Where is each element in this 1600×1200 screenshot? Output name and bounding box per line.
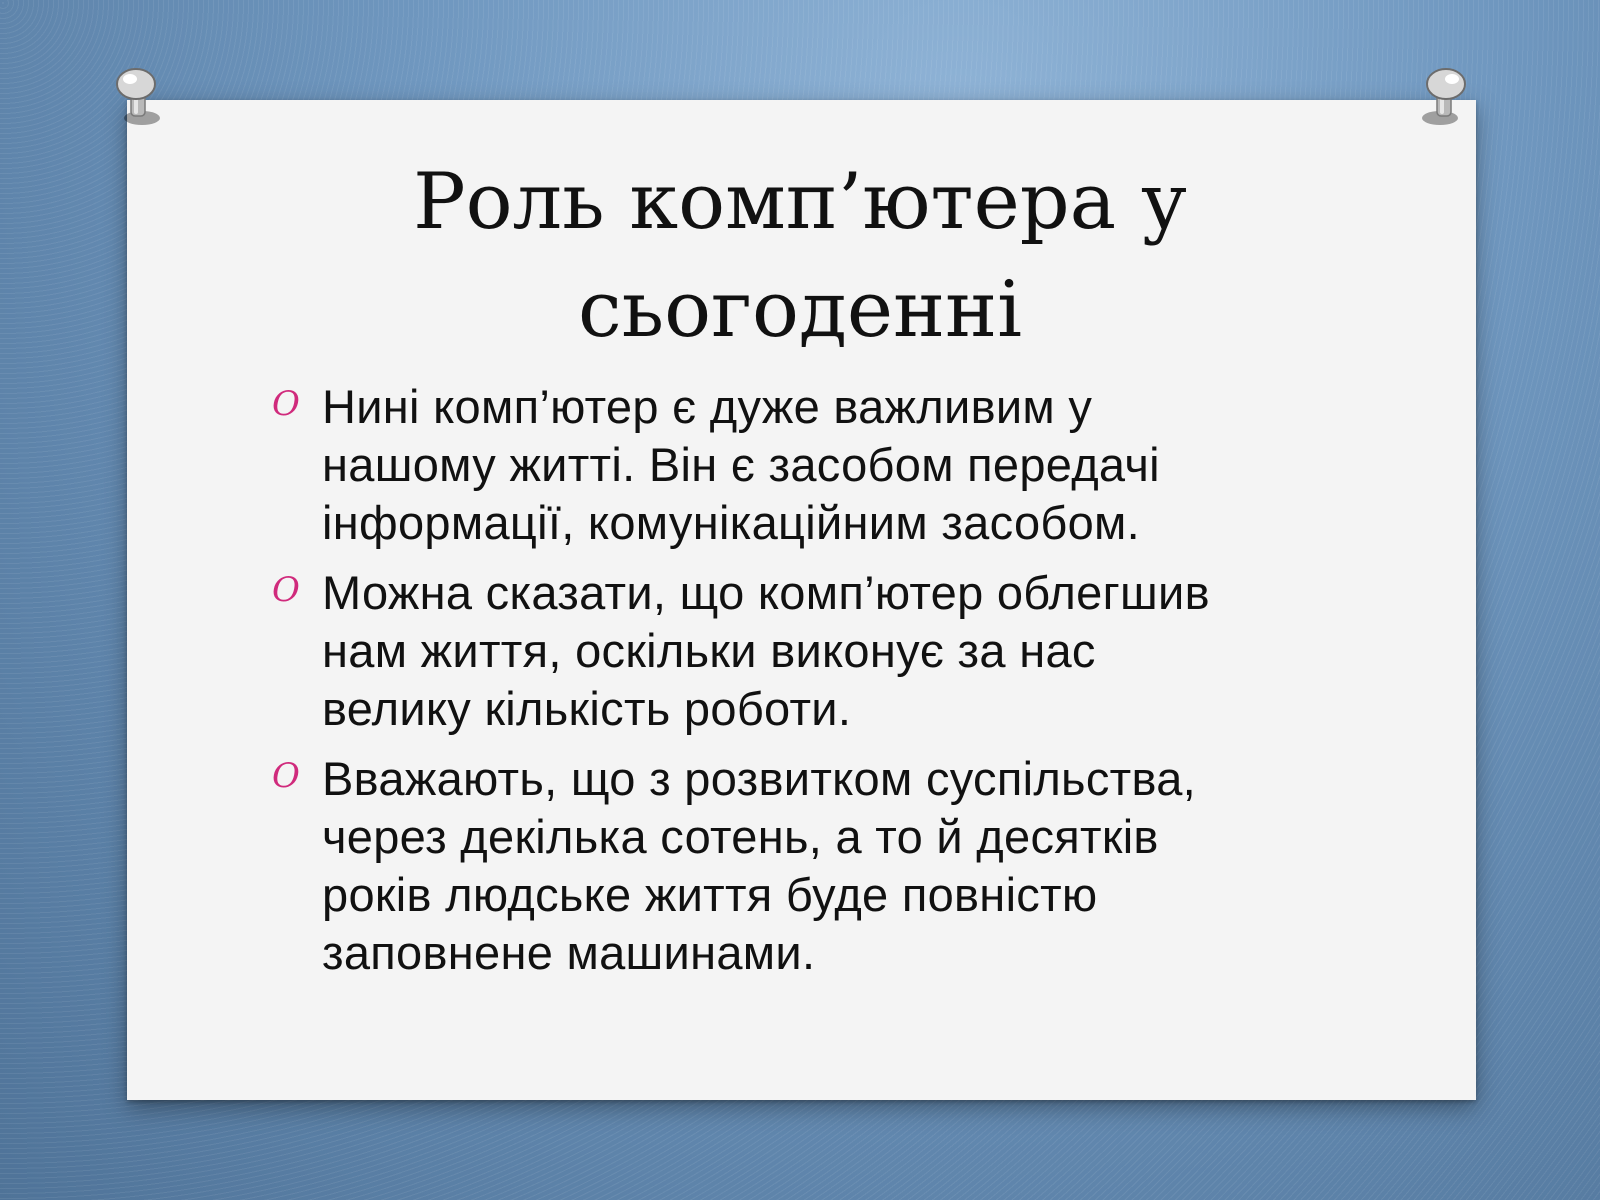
- bullet-text-line: нашому житті. Він є засобом передачі: [322, 438, 1160, 491]
- push-pin-icon: [1418, 66, 1470, 130]
- bullet-marker-icon: O: [272, 756, 300, 796]
- push-pin-icon: [112, 66, 164, 130]
- bullet-item: [272, 750, 1342, 982]
- slide-title-line: сьогоденні: [577, 265, 1023, 355]
- bullet-list: [272, 378, 1342, 994]
- bullet-text-line: нам життя, оскільки виконує за нас: [322, 624, 1096, 677]
- bullet-text-line: років людське життя буде повністю: [322, 868, 1098, 921]
- slide-title: [200, 148, 1400, 364]
- bullet-text-line: Вважають, що з розвитком суспільства,: [322, 752, 1196, 805]
- bullet-text-line: Нині комп’ютер є дуже важливим у: [322, 380, 1093, 433]
- bullet-marker-icon: O: [272, 384, 300, 424]
- bullet-text-line: велику кількість роботи.: [322, 682, 852, 735]
- bullet-text-line: заповнене машинами.: [322, 926, 816, 979]
- bullet-item: [272, 378, 1342, 552]
- bullet-text-line: Можна сказати, що комп’ютер облегшив: [322, 566, 1210, 619]
- bullet-text-line: через декілька сотень, а то й десятків: [322, 810, 1159, 863]
- bullet-marker-icon: O: [272, 570, 300, 610]
- slide-title-line: Роль комп’ютера у: [413, 157, 1187, 247]
- bullet-item: [272, 564, 1342, 738]
- bullet-text-line: інформації, комунікаційним засобом.: [322, 496, 1141, 549]
